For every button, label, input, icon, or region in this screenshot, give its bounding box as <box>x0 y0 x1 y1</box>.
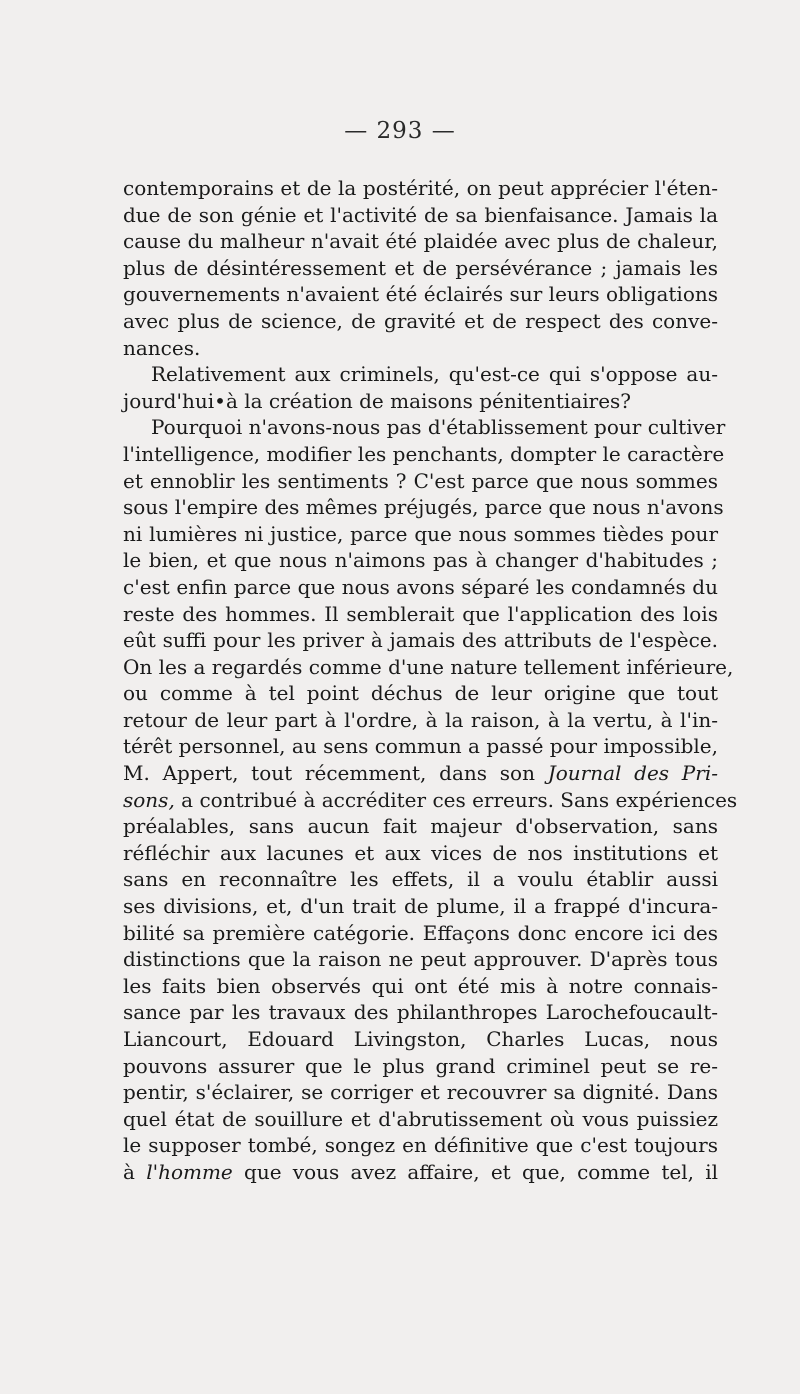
paragraph-start-line: Pourquoi n'avons-nous pas d'établissement pour cultiver <box>151 415 726 440</box>
text-line: cause du malheur n'avait été plaidée avec plus de chaleur, <box>123 229 718 254</box>
text-line: avec plus de science, de gravité et de respect des conve- <box>123 308 718 333</box>
text-line: préalables, sans aucun fait majeur d'observation, sans <box>123 814 718 839</box>
journal-title-italic-end: sons, <box>123 787 175 812</box>
text-line: ou comme à tel point déchus de leur origine que tout <box>123 681 718 706</box>
text-line: et ennoblir les sentiments ? C'est parce que nous sommes <box>123 468 718 493</box>
text-line: eût suffi pour les priver à jamais des attributs de l'espèce. <box>123 628 718 653</box>
text-line: pouvons assurer que le plus grand criminel peut se re- <box>123 1053 718 1078</box>
text-line: pentir, s'éclairer, se corriger et recouvrer sa dignité. Dans <box>123 1080 718 1105</box>
text-line: térêt personnel, au sens commun a passé pour impossible, <box>123 734 718 759</box>
text-line: ni lumières ni justice, parce que nous sommes tièdes pour <box>123 521 718 546</box>
journal-title-italic: Journal des Pri- <box>547 761 718 786</box>
text-line: nances. <box>123 335 201 360</box>
text-line: réfléchir aux lacunes et aux vices de nos institutions et <box>123 840 718 865</box>
text-run: que vous avez affaire, et que, comme tel, il <box>232 1159 719 1184</box>
text-line: le bien, et que nous n'aimons pas à changer d'habitudes ; <box>123 548 718 573</box>
text-line: distinctions que la raison ne peut approuver. D'après tous <box>123 947 718 972</box>
text-line: bilité sa première catégorie. Effaçons donc encore ici des <box>123 920 718 945</box>
text-line: retour de leur part à l'ordre, à la raison, à la vertu, à l'in- <box>123 707 718 732</box>
body-text <box>123 175 738 1186</box>
text-line <box>123 760 718 787</box>
text-line: c'est enfin parce que nous avons séparé les condamnés du <box>123 574 718 599</box>
text-run: M. Appert, tout récemment, dans son <box>123 761 548 786</box>
text-line: gouvernements n'avaient été éclairés sur leurs obligations <box>123 282 718 307</box>
text-run: a contribué à accréditer ces erreurs. Sans expériences <box>174 787 738 812</box>
text-line: Liancourt, Edouard Livingston, Charles Lucas, nous <box>123 1027 718 1051</box>
text-line: l'intelligence, modifier les penchants, dompter le caractère <box>123 441 725 466</box>
text-line <box>123 1159 718 1186</box>
text-line: sance par les travaux des philanthropes Larochefoucault- <box>123 1000 718 1025</box>
paragraph-start-line: Relativement aux criminels, qu'est-ce qui s'oppose au- <box>151 362 718 387</box>
emphasis-italic: l'homme <box>146 1159 233 1184</box>
text-line: jourd'hui•à la création de maisons pénitentiaires? <box>123 388 632 413</box>
text-line: sous l'empire des mêmes préjugés, parce que nous n'avons <box>123 495 724 520</box>
text-line: On les a regardés comme d'une nature tellement inférieure, <box>123 654 734 679</box>
text-line: due de son génie et l'activité de sa bienfaisance. Jamais la <box>123 202 718 227</box>
text-line: le supposer tombé, songez en définitive que c'est toujours <box>123 1133 718 1158</box>
text-run: à <box>123 1159 147 1184</box>
page-number: — 293 — <box>344 118 456 144</box>
text-line: contemporains et de la postérité, on peut apprécier l'éten- <box>123 176 718 200</box>
text-line: reste des hommes. Il semblerait que l'application des lois <box>123 601 718 626</box>
text-line: quel état de souillure et d'abrutissement où vous puissiez <box>123 1106 718 1131</box>
text-line: ses divisions, et, d'un trait de plume, il a frappé d'incura- <box>123 894 718 919</box>
text-line: sans en reconnaître les effets, il a voulu établir aussi <box>123 867 718 892</box>
text-line: plus de désintéressement et de persévérance ; jamais les <box>123 255 718 280</box>
text-line: les faits bien observés qui ont été mis à notre connais- <box>123 973 718 998</box>
text-line <box>123 787 738 814</box>
